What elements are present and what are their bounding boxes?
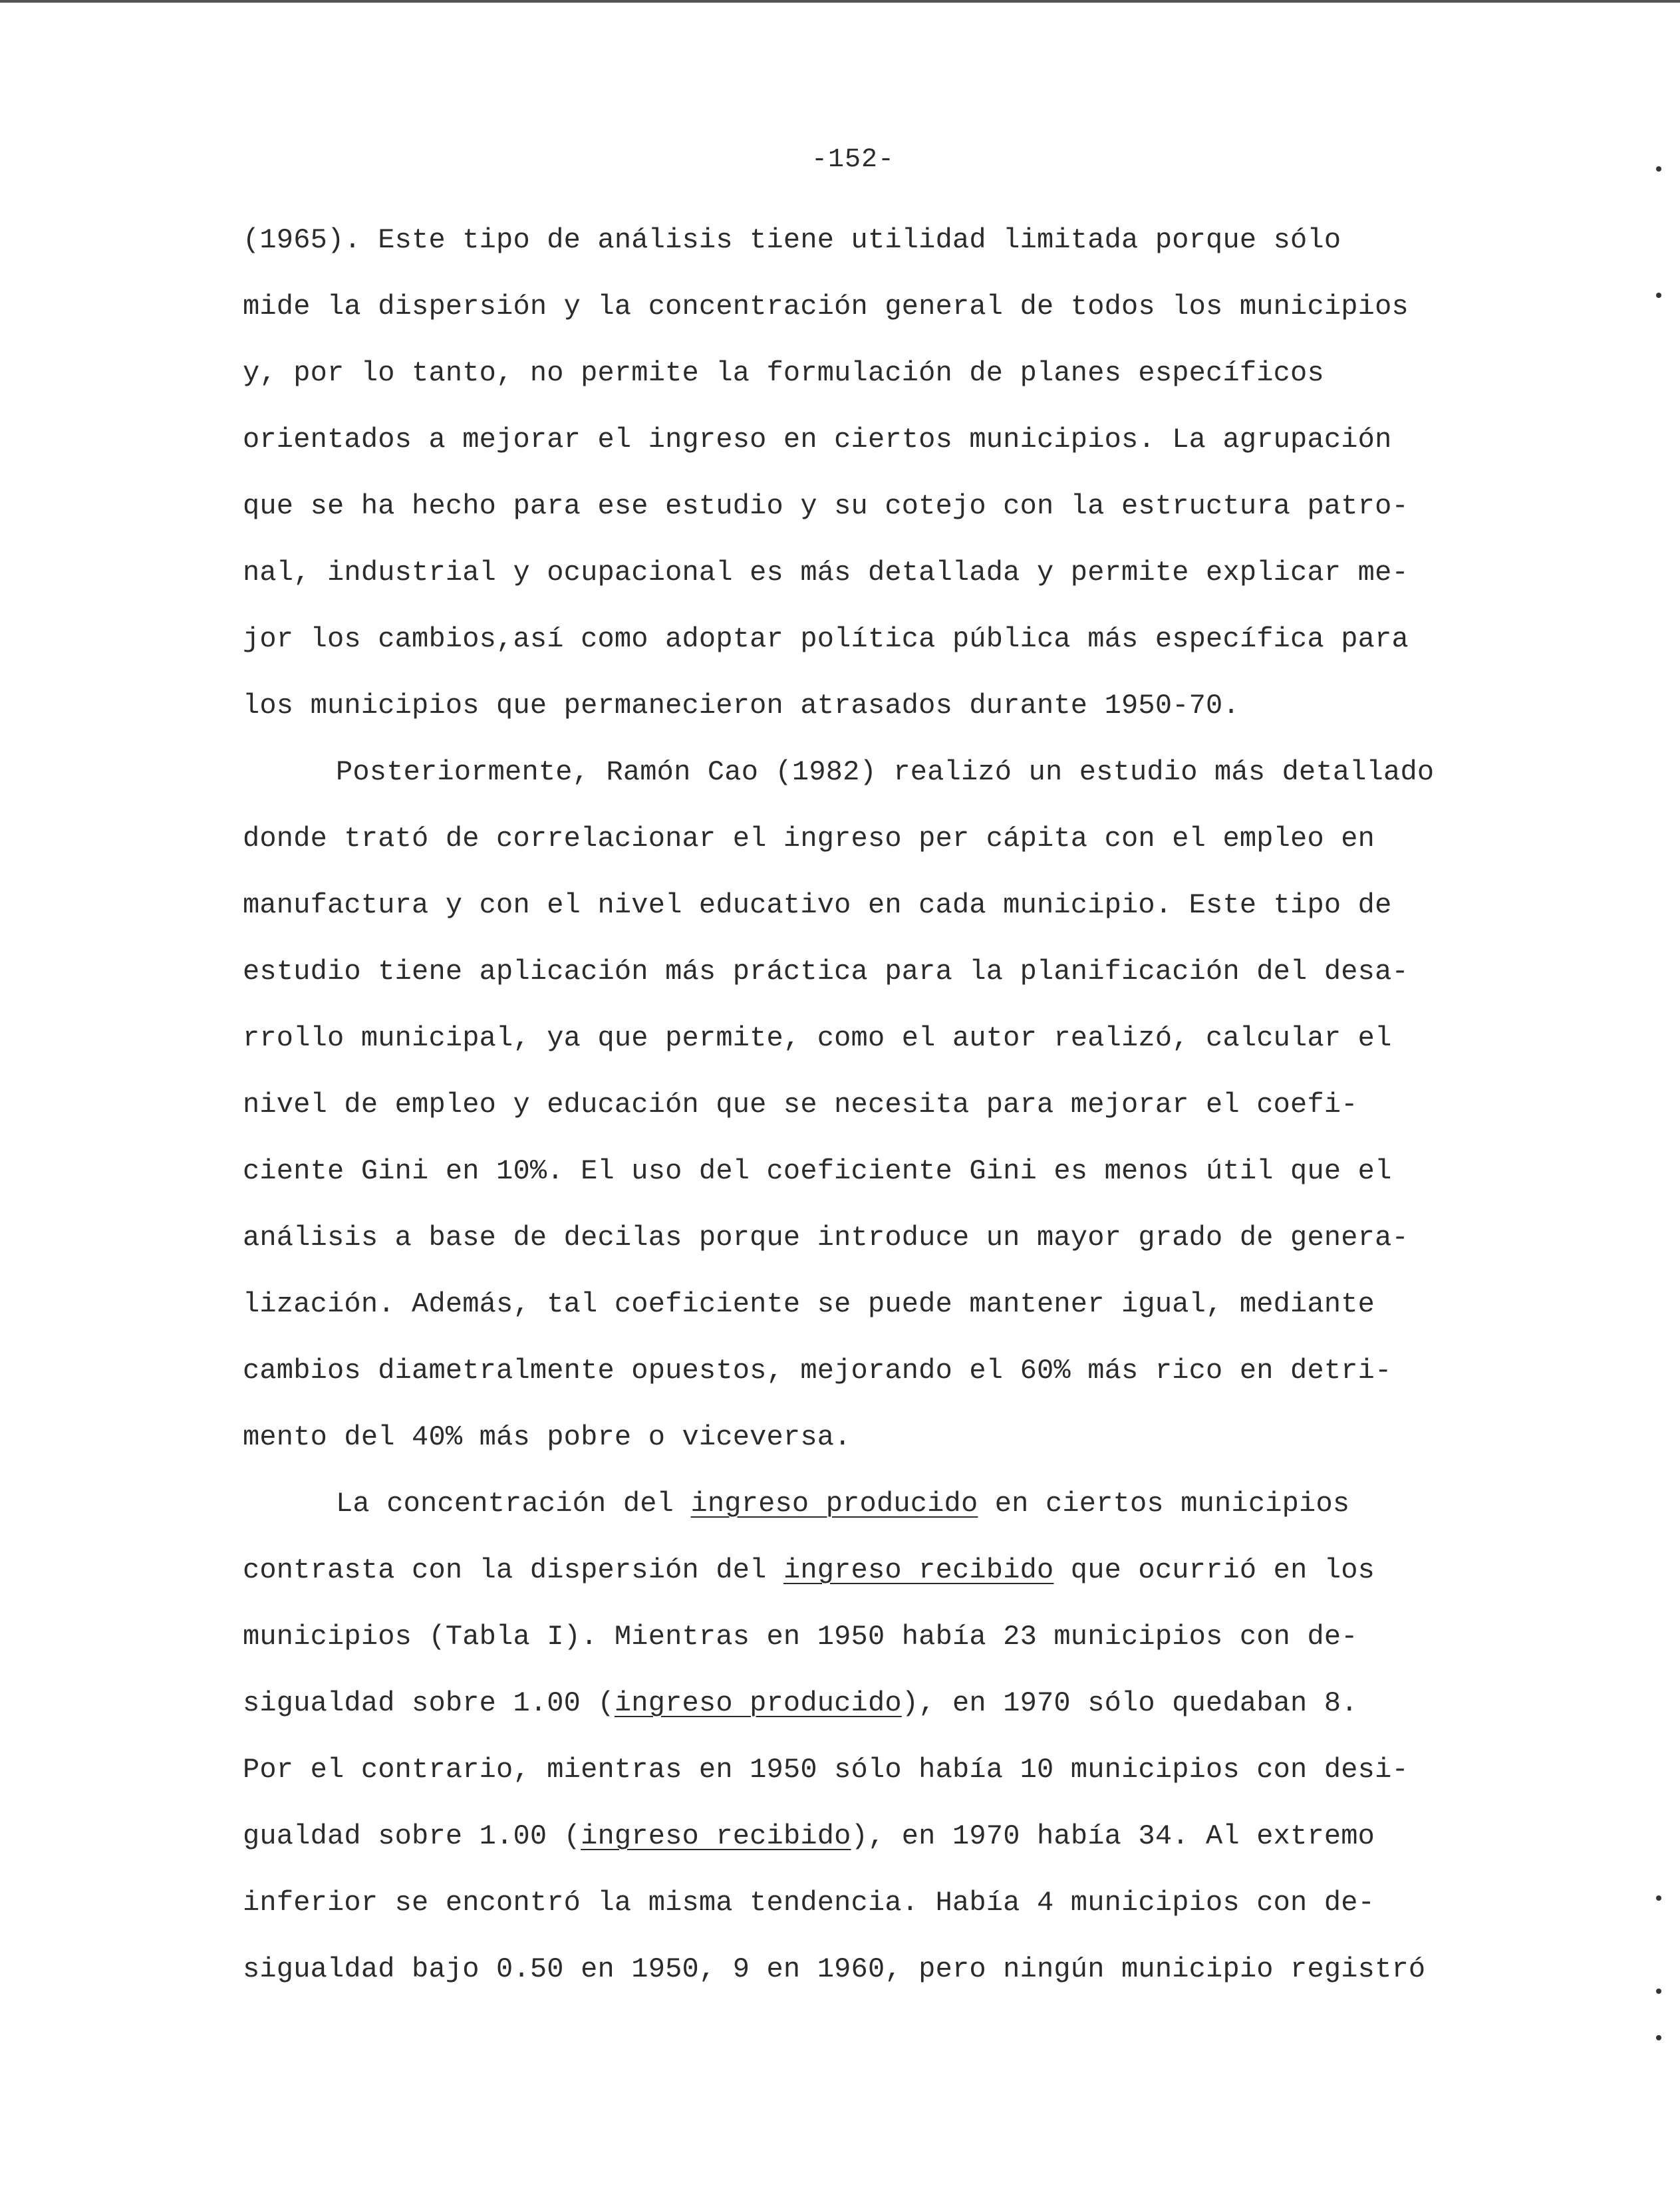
text-line (243, 1151, 1506, 1217)
text-segment: nivel de empleo y educación que se necesita para mejorar el coefi- (243, 1089, 1358, 1121)
text-line (243, 1217, 1506, 1284)
paragraph (243, 219, 1506, 752)
text-line (243, 1683, 1506, 1749)
text-line (243, 1284, 1506, 1350)
text-segment: nal, industrial y ocupacional es más detallada y permite explicar me- (243, 557, 1409, 589)
text-line (243, 286, 1506, 352)
text-line (243, 885, 1506, 951)
text-line (243, 552, 1506, 619)
text-segment: cambios diametralmente opuestos, mejorando el 60% más rico en detri- (243, 1355, 1392, 1387)
text-line (243, 1417, 1506, 1483)
text-segment: orientados a mejorar el ingreso en ciertos municipios. La agrupación (243, 424, 1392, 456)
text-segment: ), en 1970 había 34. Al extremo (851, 1820, 1375, 1852)
text-segment: que ocurrió en los (1053, 1554, 1375, 1586)
underlined-term: ingreso recibido (581, 1820, 851, 1852)
paragraph (243, 752, 1506, 1483)
text-line (243, 1882, 1506, 1949)
underlined-term: ingreso producido (690, 1488, 978, 1520)
text-segment: donde trató de correlacionar el ingreso per cápita con el empleo en (243, 823, 1375, 855)
text-segment: municipios (Tabla I). Mientras en 1950 había 23 municipios con de- (243, 1621, 1358, 1653)
body-text (243, 219, 1506, 2015)
text-line (243, 1483, 1506, 1550)
text-segment: mento del 40% más pobre o viceversa. (243, 1421, 851, 1453)
paragraph (243, 1483, 1506, 2015)
text-segment: jor los cambios,así como adoptar política pública más específica para (243, 623, 1409, 655)
text-line (243, 1816, 1506, 1882)
underlined-term: ingreso recibido (783, 1554, 1054, 1586)
text-line (243, 1749, 1506, 1816)
margin-speck (1656, 166, 1661, 172)
text-segment: en ciertos municipios (978, 1488, 1350, 1520)
text-segment: estudio tiene aplicación más práctica para la planificación del desa- (243, 956, 1409, 988)
text-segment: mide la dispersión y la concentración general de todos los municipios (243, 291, 1409, 323)
text-line (243, 1550, 1506, 1616)
text-segment: que se ha hecho para ese estudio y su cotejo con la estructura patro- (243, 490, 1409, 522)
text-segment: gualdad sobre 1.00 ( (243, 1820, 581, 1852)
text-line (243, 619, 1506, 685)
text-segment: sigualdad sobre 1.00 ( (243, 1687, 615, 1719)
text-segment: contrasta con la dispersión del (243, 1554, 783, 1586)
text-segment: La concentración del (336, 1488, 691, 1520)
text-line (243, 1949, 1506, 2015)
text-segment: inferior se encontró la misma tendencia. Había 4 municipios con de- (243, 1887, 1375, 1919)
text-segment: ), en 1970 sólo quedaban 8. (901, 1687, 1358, 1719)
text-line (243, 1616, 1506, 1683)
page-top-edge (0, 0, 1680, 3)
text-line (243, 752, 1506, 818)
text-segment: ciente Gini en 10%. El uso del coeficiente Gini es menos útil que el (243, 1155, 1392, 1187)
text-line (243, 685, 1506, 752)
text-segment: sigualdad bajo 0.50 en 1950, 9 en 1960, pero ningún municipio registró (243, 1953, 1426, 1985)
text-segment: los municipios que permanecieron atrasados durante 1950-70. (243, 690, 1240, 722)
text-line (243, 485, 1506, 552)
text-line (243, 1018, 1506, 1084)
text-line (243, 219, 1506, 286)
text-line (243, 1084, 1506, 1151)
text-segment: y, por lo tanto, no permite la formulación de planes específicos (243, 357, 1324, 389)
text-segment: Posteriormente, Ramón Cao (1982) realizó un estudio más detallado (336, 756, 1435, 788)
text-segment: manufactura y con el nivel educativo en cada municipio. Este tipo de (243, 889, 1392, 921)
text-segment: Por el contrario, mientras en 1950 sólo había 10 municipios con desi- (243, 1754, 1409, 1786)
margin-speck (1656, 293, 1661, 298)
text-line (243, 352, 1506, 419)
text-line (243, 818, 1506, 885)
text-line (243, 1350, 1506, 1417)
margin-speck (1656, 1895, 1661, 1901)
margin-speck (1656, 2035, 1661, 2040)
text-segment: rrollo municipal, ya que permite, como el autor realizó, calcular el (243, 1022, 1392, 1054)
text-segment: lización. Además, tal coeficiente se puede mantener igual, mediante (243, 1288, 1375, 1320)
text-line (243, 951, 1506, 1018)
text-line (243, 419, 1506, 485)
text-segment: (1965). Este tipo de análisis tiene utilidad limitada porque sólo (243, 224, 1341, 256)
text-segment: análisis a base de decilas porque introduce un mayor grado de genera- (243, 1222, 1409, 1254)
underlined-term: ingreso producido (614, 1687, 902, 1719)
page-number: -152- (811, 145, 895, 175)
margin-speck (1656, 1989, 1661, 1994)
